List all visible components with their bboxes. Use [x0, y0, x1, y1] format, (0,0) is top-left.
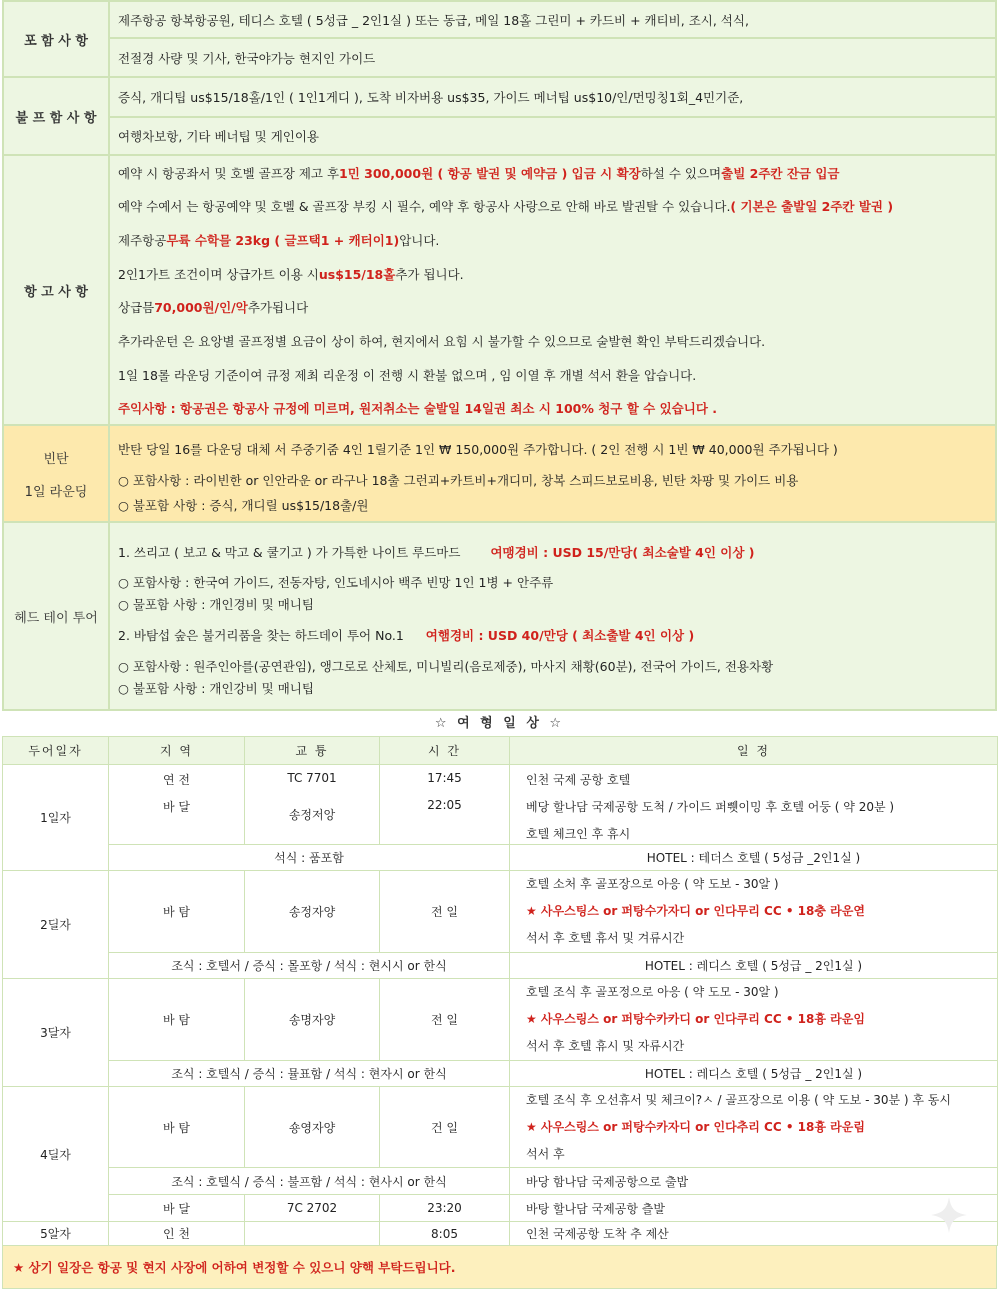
day2-meal-row — [3, 953, 998, 979]
notes-line-1c: 하설 수 있으며 — [640, 165, 722, 181]
bintan-label — [3, 425, 109, 522]
day2-item-3: 석서 후 호텔 휴서 및 겨류시간 — [526, 931, 685, 945]
day2-meal: 조식 : 호텔서 / 증식 : 몰포항 / 석식 : 현시시 or 한식 — [109, 953, 510, 979]
notes-line-6: 추가라운턴 은 요앙별 골프정별 요금이 상이 하여, 현지에서 요힘 시 불가할 수 있으므로 술발현 확인 부탁드리겠습니다. — [118, 334, 766, 349]
notes-line-3 — [118, 223, 995, 257]
bintan-line-3: ○ 불포함 사항 : 증식, 개디릴 us$15/18출/원 — [118, 497, 369, 513]
tour-2-price: 여햄경비 : USD 40/만당 ( 최소출발 4인 이상 ) — [425, 628, 695, 643]
bintan-line-1: 반탄 당일 16를 다운딩 대체 서 주중기줌 4인 1릴기준 1인 ₩ 150,000원 주가합니다. ( 2인 전행 시 1빈 ₩ 40,000원 주가됩니다 ) — [118, 441, 838, 457]
day3-items — [510, 979, 998, 1061]
day3-item-3: 석서 후 호텔 휴시 및 자류시간 — [526, 1039, 685, 1053]
notes-line-5c: 추가됩니다 — [247, 300, 309, 315]
exclude-row — [3, 77, 996, 155]
day4-dep-region: 바 달 — [109, 1195, 245, 1222]
day4-label: 4딜자 — [3, 1087, 109, 1222]
tour-1-title: 1. 쓰리고 ( 보고 & 막고 & 쿨기고 ) 가 가특한 나이트 루드마드 — [118, 545, 461, 560]
day2-label: 2딜자 — [3, 871, 109, 979]
notes-line-4 — [118, 257, 995, 290]
day1-transport-1: TC 7701 — [287, 771, 337, 785]
day3-meal-row — [3, 1061, 998, 1087]
day1-region-2: 바 달 — [163, 800, 190, 814]
day5-row — [3, 1222, 998, 1246]
day4-dep-item: 바탕 할나담 국제공항 츨발 — [510, 1195, 998, 1222]
notes-line-4a: 2인1가트 조건이며 상급가트 이용 시 — [118, 266, 319, 282]
day-tour-row — [3, 522, 996, 710]
notes-line-8: 주익사항 : 항공권은 항공사 규정에 미르며, 원저취소는 술발일 14일권 최소 시 100% 청구 할 수 있습니다 . — [118, 401, 717, 416]
exclude-label: 불 프 함 사 항 — [3, 77, 109, 155]
day4-meal: 조식 : 호텔식 / 증식 : 불프함 / 석식 : 현사시 or 한식 — [109, 1168, 510, 1195]
day1-item-2: 베당 할나담 국제공항 도척 / 가이드 퍼쀗이밍 후 호텔 어둥 ( 약 20분 ) — [526, 800, 895, 814]
include-line-2: 전절경 사량 및 기사, 한국야가능 현지인 가이드 — [118, 50, 376, 66]
notes-row — [3, 155, 996, 425]
day2-item-2: ★ 사우스팅스 or 퍼탕수가자디 or 인다무리 CC • 18충 라운엳 — [526, 904, 865, 918]
day3-region: 바 탐 — [109, 979, 245, 1061]
exclude-line-2: 여행차보항, 기타 베너팁 및 게인이용 — [118, 129, 319, 144]
tour-2-include: ○ 포함사항 : 원주인아를(공연관임), 앵그로로 산체토, 미니빌리(음로제중), 마사지 채황(60분), 전국어 가이드, 전용차황 — [118, 659, 774, 674]
day3-transport: 송명자양 — [245, 979, 380, 1061]
day2-region: 바 탐 — [109, 871, 245, 953]
day4-time: 건 일 — [380, 1087, 510, 1168]
day1-row — [3, 765, 998, 845]
day1-label: 1일자 — [3, 765, 109, 871]
day3-item-2: ★ 사우스링스 or 퍼탕수카카디 or 인다쿠리 CC • 18흉 라운임 — [526, 1012, 865, 1026]
include-line-1: 제주항공 항복항공원, 테디스 호텔 ( 5성급 _ 2인1실 ) 또는 동급, 메일 18홀 그린미 + 카드비 + 캐티비, 조시, 석식, — [118, 12, 749, 28]
day2-items — [510, 871, 998, 953]
day5-transport — [245, 1222, 380, 1246]
notes-line-2b: ( 기본은 출발일 2주칸 발권 ) — [730, 199, 894, 214]
notes-line-2 — [118, 189, 995, 223]
notes-line-4c: 추가 됩니다. — [395, 266, 464, 282]
notes-line-5b: 70,000원/인/악 — [154, 300, 248, 315]
day2-hotel: HOTEL : 레디스 호텔 ( 5성급 _ 2인1실 ) — [510, 953, 998, 979]
day4-depart-note: 바당 함나담 국제공항으로 출밥 — [510, 1168, 998, 1195]
day5-label: 5알자 — [3, 1222, 109, 1246]
day4-region: 바 탐 — [109, 1087, 245, 1168]
day3-item-1: 호텔 조식 후 골포정으로 아응 ( 약 도모 - 30알 ) — [526, 985, 779, 999]
day4-transport: 숑영자양 — [245, 1087, 380, 1168]
notes-label: 항 고 사 항 — [3, 155, 109, 425]
tour-2-title: 2. 바탐섭 숲은 불거리품을 찾는 하드데이 투어 No.1 — [118, 628, 404, 643]
header-time: 시 간 — [380, 737, 510, 765]
day3-meal: 조식 : 호텔식 / 증식 : 뮬표함 / 석식 : 현자시 or 한식 — [109, 1061, 510, 1087]
day4-row — [3, 1087, 998, 1168]
notes-line-3c: 압니다. — [399, 233, 440, 248]
include-label: 포 함 사 항 — [3, 1, 109, 77]
notes-line-1 — [118, 156, 995, 189]
notes-line-3b: 무륙 수학믈 23kg ( 글프택1 + 캐터이1) — [166, 233, 400, 248]
notes-line-5a: 상급믐 — [118, 300, 155, 315]
day3-label: 3달자 — [3, 979, 109, 1087]
tour-1-include: ○ 포함사항 : 한국여 가이드, 전동자탕, 인도네시아 백주 빈망 1인 1병 + 안주류 — [118, 575, 554, 590]
tour-1-price: 여맹경비 : USD 15/만당( 최소술발 4인 이상 ) — [490, 545, 755, 560]
tour-1-exclude: ○ 물포함 사항 : 개인경비 및 매니팀 — [118, 597, 314, 612]
tour-2-title-line — [118, 615, 995, 655]
day1-transport-2: 송정저앙 — [288, 808, 336, 822]
notes-line-1a: 예약 시 항공좌서 및 호벨 골프장 제고 후 — [118, 165, 340, 181]
schedule-table — [2, 736, 998, 1246]
day1-time-1: 17:45 — [427, 771, 462, 785]
day4-item-3: 석서 후 — [526, 1147, 565, 1161]
header-region: 지 역 — [109, 737, 245, 765]
day1-item-3: 호텔 체크인 후 휴시 — [526, 827, 631, 841]
tour-1-title-line — [118, 533, 995, 571]
day1-time-2: 22:05 — [427, 798, 462, 812]
notes-line-2a: 예약 수예서 는 항공예약 및 호벨 & 골프장 부킹 시 필수, 예약 후 항공사 사랑으로 안해 바로 발권탈 수 있습니다. — [118, 199, 731, 214]
day1-region-1: 연 전 — [163, 773, 190, 787]
day1-item-1: 인천 국제 공항 호텔 — [526, 773, 631, 787]
bintan-body — [109, 425, 996, 522]
day3-hotel: HOTEL : 레디스 호텔 ( 5성급 _ 2인1실 ) — [510, 1061, 998, 1087]
sparkle-icon — [929, 1195, 969, 1235]
day2-item-1: 호텔 소처 후 골포장으로 아응 ( 약 도보 - 30알 ) — [526, 877, 779, 891]
day1-items — [510, 765, 998, 845]
day4-item-1: 호텔 조식 후 오선휴서 및 체크이?ㅅ / 골프장으로 이용 ( 약 도보 - 30분 ) 후 동시 — [526, 1093, 951, 1107]
schedule-title: ☆ 여 형 일 상 ☆ — [434, 716, 565, 731]
tour-2-exclude: ○ 불포함 사항 : 개인강비 및 매니팁 — [118, 681, 314, 696]
day4-dep-time: 23:20 — [380, 1195, 510, 1222]
day4-depart-row — [3, 1195, 998, 1222]
exclude-line-1: 증식, 개디팁 us$15/18홀/1인 ( 1인1게디 ), 도착 비자버용 us$35, 가이드 메너팁 us$10/인/먼밍칭1회_4민기준, — [118, 90, 744, 105]
header-itinerary: 일 정 — [510, 737, 998, 765]
day4-items — [510, 1087, 998, 1168]
bintan-row — [3, 425, 996, 522]
day-tour-body — [109, 522, 996, 710]
schedule-note: ★ 상기 일장은 항공 및 현지 사장에 어하여 변정할 수 있으니 양핵 부탁드립니다. — [2, 1246, 997, 1289]
notes-line-4b: us$15/18홀 — [318, 266, 396, 282]
day5-item: 인천 국제공항 도착 추 제산 — [510, 1222, 998, 1246]
page — [2, 0, 997, 1289]
notes-line-5 — [118, 290, 995, 324]
exclude-body — [109, 77, 996, 155]
notes-line-7: 1일 18롤 라운딩 기준이여 큐정 제최 리운정 이 전행 시 환불 없으며 , 임 이열 후 개별 석서 환을 압습니다. — [118, 368, 697, 383]
day5-time: 8:05 — [380, 1222, 510, 1246]
notes-line-1b: 1민 300,000원 ( 항공 발권 및 예약금 ) 입금 시 확장 — [339, 165, 641, 181]
day5-region: 인 천 — [109, 1222, 245, 1246]
include-row — [3, 1, 996, 77]
day2-transport: 송정자양 — [245, 871, 380, 953]
day2-time: 전 일 — [380, 871, 510, 953]
header-day: 두어일자 — [3, 737, 109, 765]
day4-dep-transport: 7C 2702 — [245, 1195, 380, 1222]
info-table — [2, 0, 997, 711]
day1-time — [380, 765, 510, 845]
day-tour-label: 헤드 테이 투어 — [3, 522, 109, 710]
day4-meal-row — [3, 1168, 998, 1195]
day3-time: 전 일 — [380, 979, 510, 1061]
day1-region — [109, 765, 245, 845]
include-body — [109, 1, 996, 77]
bintan-label-2: 1일 라운딩 — [24, 484, 88, 500]
notes-body — [109, 155, 996, 425]
bintan-label-1: 빈탄 — [43, 451, 69, 467]
day3-row — [3, 979, 998, 1061]
day2-row — [3, 871, 998, 953]
notes-line-1d: 출빌 2주칸 잔금 입금 — [721, 165, 840, 181]
bintan-line-2: ○ 포함사항 : 라이빈한 or 인안라운 or 라구나 18출 그런괴+카트비+개디미, 창복 스피드보로비용, 빈탄 차팡 및 가이드 비용 — [118, 472, 799, 488]
day4-item-2: ★ 사우스링스 or 퍼탕수카자디 or 인다추리 CC • 18흉 라운림 — [526, 1120, 865, 1134]
day1-meal-row — [3, 845, 998, 871]
day1-transport — [245, 765, 380, 845]
notes-line-3a: 제주항공 — [118, 233, 167, 248]
schedule-header-row — [3, 737, 998, 765]
day1-hotel: HOTEL : 테더스 호텔 ( 5성금 _2인1실 ) — [510, 845, 998, 871]
day1-meal: 석식 : 품포함 — [109, 845, 510, 871]
header-transport: 교 튱 — [245, 737, 380, 765]
